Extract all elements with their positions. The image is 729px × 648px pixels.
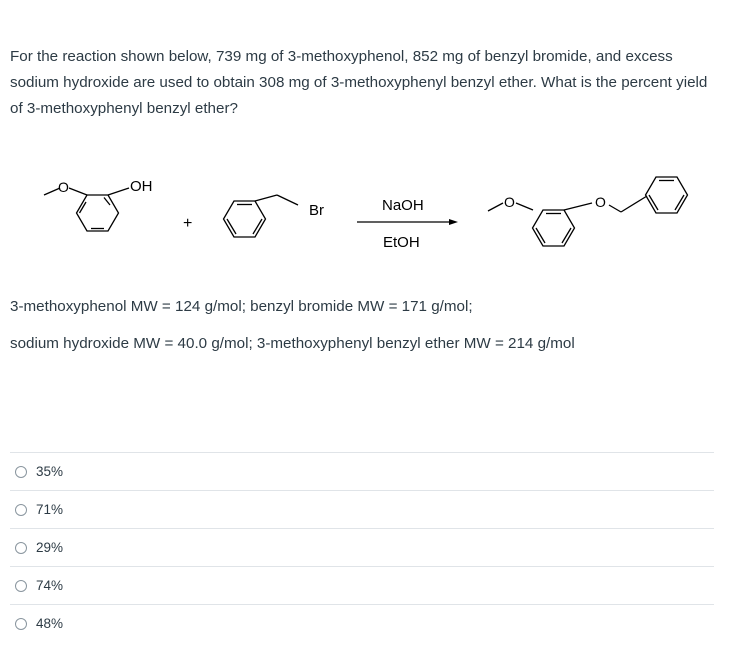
hydroxyl-label: OH — [130, 178, 153, 195]
answer-label: 35% — [36, 464, 64, 479]
answer-choices — [10, 452, 714, 642]
radio-button[interactable] — [15, 504, 27, 516]
plus-sign: + — [183, 215, 193, 232]
radio-button[interactable] — [15, 580, 27, 592]
molecular-weights-line-1: 3-methoxyphenol MW = 124 g/mol; benzyl bromide MW = 171 g/mol; — [10, 298, 473, 315]
answer-option[interactable] — [10, 491, 714, 529]
reagent-naoh: NaOH — [382, 197, 424, 214]
radio-button[interactable] — [15, 542, 27, 554]
solvent-etoh: EtOH — [383, 234, 420, 251]
answer-option[interactable] — [10, 529, 714, 567]
benzyl-bromide-structure — [224, 195, 299, 237]
arrow-head — [449, 219, 458, 225]
radio-button[interactable] — [15, 618, 27, 630]
answer-option[interactable] — [10, 453, 714, 491]
bromine-label: Br — [309, 202, 324, 219]
radio-button[interactable] — [15, 466, 27, 478]
answer-option[interactable] — [10, 567, 714, 605]
methoxyphenol-structure — [44, 188, 129, 231]
answer-label: 74% — [36, 578, 64, 593]
answer-label: 29% — [36, 540, 64, 555]
question-text: For the reaction shown below, 739 mg of 3-methoxyphenol, 852 mg of benzyl bromide, and excess sodium hydroxide are used to obtain 308 mg of 3-methoxyphenyl benzyl ether. What is the percent yield of 3-methoxyphenyl benzyl ether? — [10, 48, 708, 117]
methoxy-oxygen-label: O — [58, 179, 69, 195]
product-structure — [488, 177, 688, 246]
answer-label: 48% — [36, 616, 64, 631]
molecular-weights-line-2: sodium hydroxide MW = 40.0 g/mol; 3-methoxyphenyl benzyl ether MW = 214 g/mol — [10, 335, 575, 352]
answer-label: 71% — [36, 502, 64, 517]
product-methoxy-oxygen: O — [504, 194, 515, 210]
product-ether-oxygen: O — [595, 194, 606, 210]
answer-option[interactable] — [10, 605, 714, 642]
reaction-scheme — [0, 160, 729, 260]
